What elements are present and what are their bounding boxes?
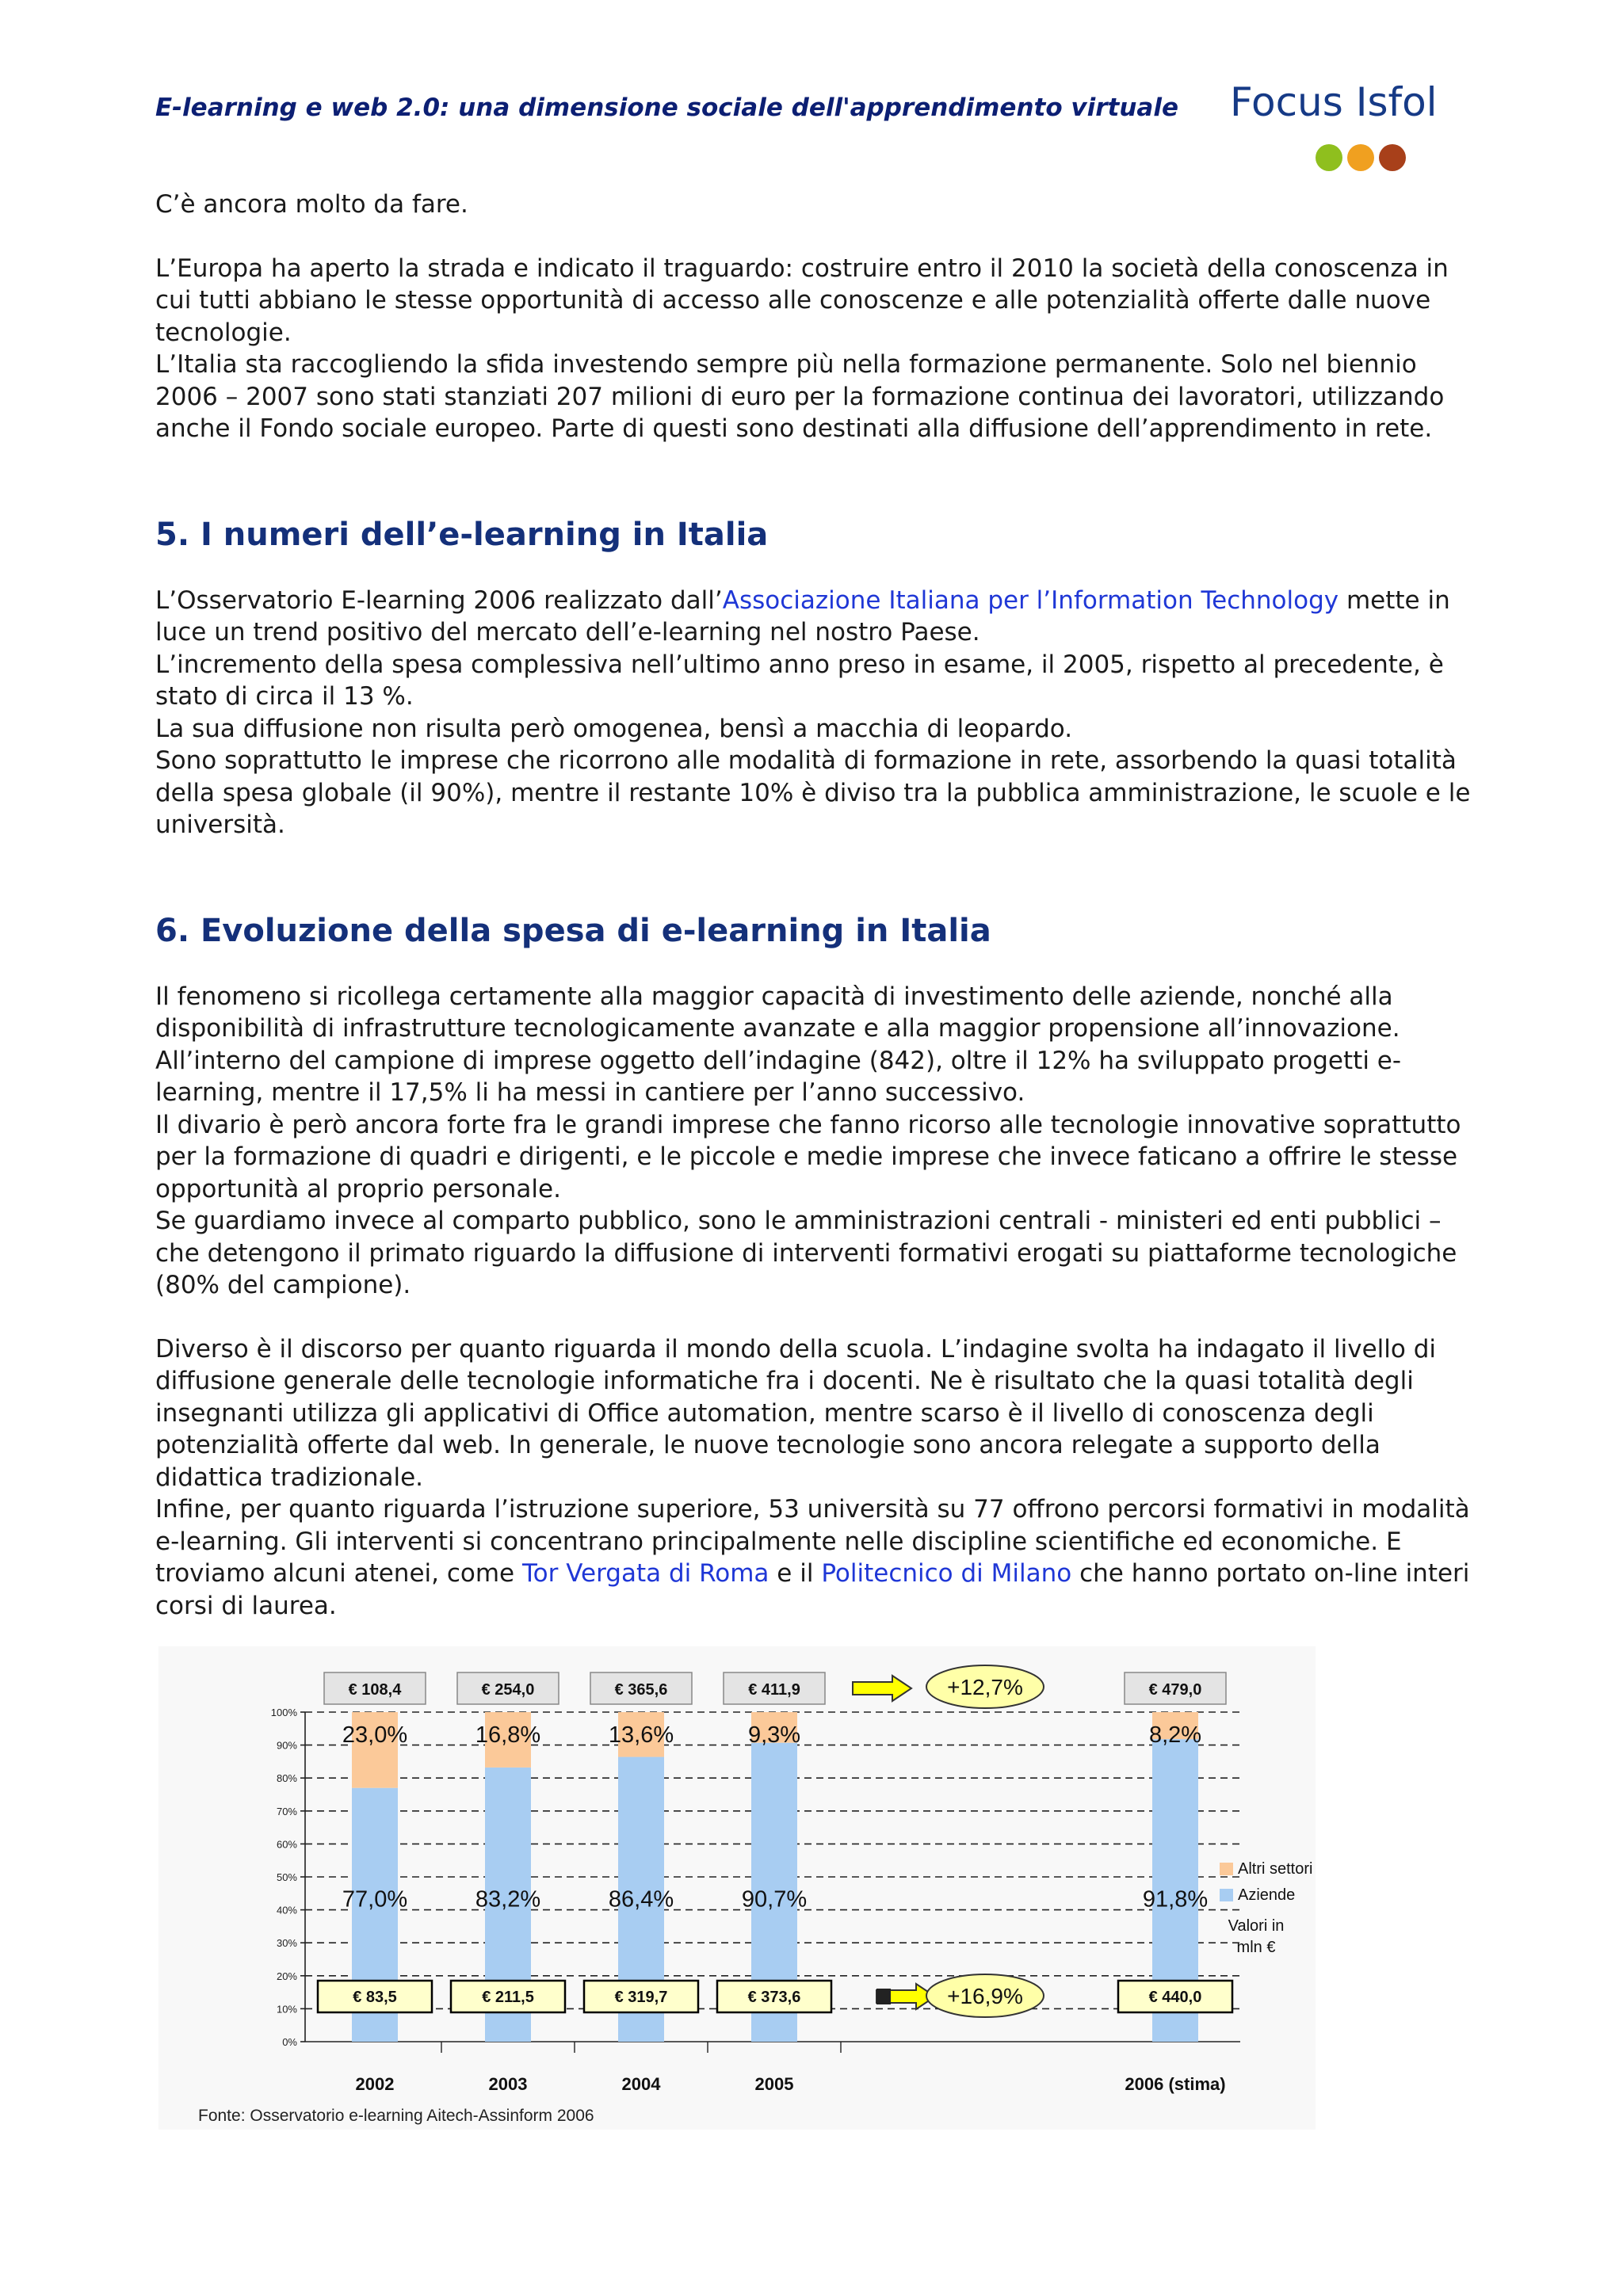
- y-tick-label: 50%: [276, 1871, 297, 1883]
- section-5-text: mette in luce un trend positivo del mercato dell’e-learning nel nostro Paese.: [155, 585, 1450, 646]
- data-label-aziende: 86,4%: [608, 1886, 674, 1913]
- data-label-altri-settori: 8,2%: [1148, 1722, 1202, 1748]
- x-tick-label: 2005: [754, 2074, 794, 2094]
- y-tick-label: 10%: [276, 2003, 297, 2016]
- section-5-paragraph-3: La sua diffusione non risulta però omogenea, bensì a macchia di leopardo.: [155, 714, 1073, 743]
- y-tick-label: 70%: [276, 1805, 297, 1817]
- x-tick-label: 2004: [621, 2074, 661, 2094]
- section-5-paragraph-1: [155, 585, 1487, 649]
- aziende-value-label: € 440,0: [1148, 1989, 1202, 2006]
- data-label-altri-settori: 23,0%: [342, 1722, 408, 1748]
- aitech-link[interactable]: Associazione Italiana per l’Information Technology: [722, 585, 1339, 615]
- section-5-heading: 5. I numeri dell’e-learning in Italia: [155, 516, 769, 553]
- logo-dot-orange: [1347, 144, 1374, 171]
- y-tick-label: 90%: [276, 1739, 297, 1752]
- total-value-label: € 108,4: [348, 1681, 402, 1699]
- unit-note: Valori in: [1228, 1917, 1285, 1935]
- data-label-aziende: 77,0%: [342, 1886, 408, 1913]
- total-value-label: € 479,0: [1148, 1681, 1202, 1699]
- section-5-text: L’Osservatorio E-learning 2006 realizzato dall’: [155, 585, 723, 615]
- brand-name: Focus Isfol: [1230, 79, 1438, 125]
- logo-dot-brown: [1379, 144, 1406, 171]
- growth-label-aziende: +16,9%: [947, 1984, 1023, 2008]
- politecnico-milano-link[interactable]: Politecnico di Milano: [821, 1559, 1072, 1588]
- tor-vergata-link[interactable]: Tor Vergata di Roma: [521, 1559, 769, 1588]
- y-tick-label: 80%: [276, 1772, 297, 1785]
- intro-paragraph-3: L’Italia sta raccogliendo la sfida investendo sempre più nella formazione permanente. Solo nel biennio 2006 – 2007 sono stati stanziati 207 milioni di euro per la formazione continua dei lavoratori, utilizzando anche il Fondo sociale europeo. Parte di questi sono destinati alla diffusione dell’apprendimento in rete.: [155, 350, 1445, 443]
- section-6-paragraph-1: Il fenomeno si ricollega certamente alla maggior capacità di investimento delle aziende, nonché alla disponibilità di infrastrutture tecnologicamente avanzate e alla maggior propensione all’innovazione.: [155, 982, 1400, 1043]
- growth-label-total: +12,7%: [947, 1675, 1023, 1699]
- section-6-heading: 6. Evoluzione della spesa di e-learning in Italia: [155, 912, 991, 949]
- brand-logo-dots: [1316, 144, 1406, 171]
- legend-label-aziende: Aziende: [1238, 1886, 1296, 1904]
- data-label-aziende: 83,2%: [475, 1886, 541, 1913]
- section-6-paragraph-5: Diverso è il discorso per quanto riguarda il mondo della scuola. L’indagine svolta ha indagato il livello di diffusione generale delle tecnologie informatiche fra i docenti. Ne è risultato che la quasi totalità degli insegnanti utilizza gli applicativi di Office automation, mentre scarso è il livello di conoscenza degli potenzialità offerte dal web. In generale, le nuove tecnologie sono ancora relegate a supporto della didattica tradizionale.: [155, 1334, 1436, 1492]
- spending-chart-svg: [158, 1646, 1316, 2130]
- section-5-paragraph-4: Sono soprattutto le imprese che ricorrono alle modalità di formazione in rete, assorbendo la quasi totalità della spesa globale (il 90%), mentre il restante 10% è diviso tra la pubblica amministrazione, le scuole e le università.: [155, 746, 1471, 839]
- intro-paragraph-1: C’è ancora molto da fare.: [155, 190, 468, 219]
- data-label-aziende: 91,8%: [1142, 1886, 1209, 1913]
- data-label-altri-settori: 16,8%: [475, 1722, 541, 1748]
- aziende-value-label: € 211,5: [482, 1989, 534, 2006]
- section-6-text: che hanno portato on-line interi corsi di laurea.: [155, 1559, 1470, 1620]
- section-5-paragraph-2: L’incremento della spesa complessiva nell’ultimo anno preso in esame, il 2005, rispetto al precedente, è stato di circa il 13 %.: [155, 650, 1444, 711]
- intro-paragraph-2: L’Europa ha aperto la strada e indicato il traguardo: costruire entro il 2010 la società della conoscenza in cui tutti abbiano le stesse opportunità di accesso alle conoscenze e alle potenzialità offerte dalle nuove tecnologie.: [155, 254, 1449, 347]
- legend-swatch-altri-settori: [1220, 1863, 1233, 1875]
- section-6-text: e il: [769, 1559, 822, 1588]
- aziende-value-label: € 83,5: [353, 1989, 397, 2006]
- total-value-label: € 254,0: [481, 1681, 535, 1699]
- y-tick-label: 60%: [276, 1838, 297, 1851]
- y-tick-label: 40%: [276, 1904, 297, 1917]
- y-tick-label: 20%: [276, 1970, 297, 1982]
- y-tick-label: 100%: [270, 1707, 297, 1718]
- section-6-paragraph-2: All’interno del campione di imprese oggetto dell’indagine (842), oltre il 12% ha sviluppato progetti e-learning, mentre il 17,5% li ha messi in cantiere per l’anno successivo.: [155, 1046, 1402, 1107]
- unit-note: mln €: [1236, 1939, 1276, 1956]
- section-6-paragraph-4: Se guardiamo invece al comparto pubblico, sono le amministrazioni centrali - ministeri ed enti pubblici – che detengono il primato riguardo la diffusione di interventi formativi erogati su piattaforme tecnologiche (80% del campione).: [155, 1207, 1457, 1299]
- spending-chart: [158, 1646, 1316, 2130]
- data-label-altri-settori: 13,6%: [608, 1722, 674, 1748]
- x-tick-label: 2003: [488, 2074, 528, 2094]
- data-label-altri-settori: 9,3%: [747, 1722, 801, 1748]
- x-tick-label: 2002: [355, 2074, 395, 2094]
- document-title: E-learning e web 2.0: una dimensione sociale dell'apprendimento virtuale: [155, 93, 1178, 122]
- total-value-label: € 411,9: [748, 1681, 800, 1699]
- data-label-aziende: 90,7%: [741, 1886, 808, 1913]
- growth-arrow-aziende-tail: [876, 1989, 891, 2004]
- aziende-value-label: € 373,6: [747, 1989, 801, 2006]
- legend-label-altri-settori: Altri settori: [1238, 1860, 1313, 1878]
- x-tick-label: 2006 (stima): [1125, 2074, 1226, 2094]
- chart-source-note: Fonte: Osservatorio e-learning Aitech-Assinform 2006: [198, 2107, 594, 2125]
- y-tick-label: 0%: [282, 2036, 297, 2048]
- total-value-label: € 365,6: [614, 1681, 668, 1699]
- section-6-text: Infine, per quanto riguarda l’istruzione superiore, 53 università su 77 offrono percorsi formativi in modalità e-learning. Gli interventi si concentrano principalmente nelle discipline scientifiche ed economiche. E troviamo alcuni atenei, come: [155, 1495, 1470, 1588]
- section-6-paragraph-3: Il divario è però ancora forte fra le grandi imprese che fanno ricorso alle tecnologie innovative soprattutto per la formazione di quadri e dirigenti, e le piccole e medie imprese che invece faticano a offrire le stesse opportunità al proprio personale.: [155, 1110, 1461, 1203]
- aziende-value-label: € 319,7: [614, 1989, 668, 2006]
- logo-dot-green: [1316, 144, 1342, 171]
- section-6-paragraph-6: [155, 1493, 1487, 1622]
- legend-swatch-aziende: [1220, 1889, 1233, 1901]
- growth-arrow-total: [853, 1676, 911, 1701]
- document-body: [155, 189, 1487, 1622]
- y-tick-label: 30%: [276, 1937, 297, 1950]
